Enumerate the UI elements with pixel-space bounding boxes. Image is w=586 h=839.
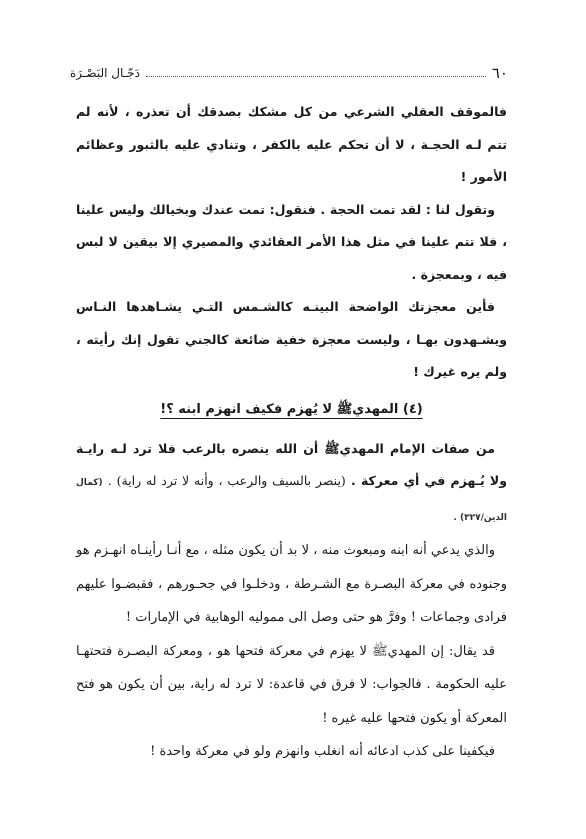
- paragraph-with-citation: [76, 433, 507, 535]
- paragraph: فالموقف العقلي الشرعي من كل مشكك بصدقك أن تعذره ، لأنه لم تتم لـه الحجـة ، لا أن تحكم عليه بالكفر ، وتنادي عليه بالثبور وعظائم الأمور !: [76, 104, 507, 184]
- paragraph: فيكفينا على كذب ادعائه أنه انغلب وانهزم ولو في معركة واحدة !: [150, 744, 495, 759]
- quote-text: (ينصر بالسيف والرعب ، وأنه لا ترد له راية) .: [107, 473, 346, 488]
- paragraph: فأين معجزتك الواضحة البينـه كالشـمس التـي يشـاهدها النـاس ويشـهدون بهـا ، وليست معجزة خفية ضائعة كالجني تقول إنك رأيته ، ولم يره غيرك !: [76, 299, 507, 379]
- section-heading: [76, 399, 507, 421]
- header-dotted-rule: [146, 76, 486, 77]
- page-header: [70, 60, 508, 82]
- paragraph: والذي يدعي أنه ابنه ومبعوث منه ، لا بد أن يكون مثله ، مع أنـا رأينـاه انهـزم هو وجنوده في معركة البصـرة مع الشـرطة ، ودخلـوا في جحـورهم ، فقبضـوا عليهم فرادى وجماعات ! وفرَّ هو حتى وصل الى مموليه الوهابية في الإمارات !: [76, 543, 507, 625]
- page-body: [76, 96, 507, 769]
- citation: (كمال الدين/٣٢٧) .: [76, 478, 507, 523]
- section-heading-text: (٤) المهديﷺ لا يُهزم فكيف انهزم ابنه ؟!: [160, 401, 423, 417]
- page-number: ٦٠: [491, 64, 508, 82]
- running-title: دَجّـال البَصْـرَة: [70, 66, 140, 80]
- paragraph: قد يقال: إن المهديﷺ لا يهزم في معركة فتحها هو ، ومعركة البصـرة فتحتهـا عليه الحكومة . فالجواب: لا فرق في قاعدة: لا ترد له راية، بين أن يكون هو فتح المعركة أو يكون فتحها عليه غيره !: [76, 643, 507, 726]
- paragraph: وتقول لنا : لقد تمت الحجة . فنقول: تمت عندك وبخيالك وليس علينا ، فلا تتم علينا في مثل هذا الأمر العقائدي والمصيري إلا بيقين لا لبس فيه ، وبمعجزة .: [76, 201, 507, 282]
- paragraph-text: من صفات الإمام المهديﷺ أن الله ينصره بالرعب فلا ترد لـه رايـة ولا يُـهزم في أي معركة .: [76, 440, 507, 488]
